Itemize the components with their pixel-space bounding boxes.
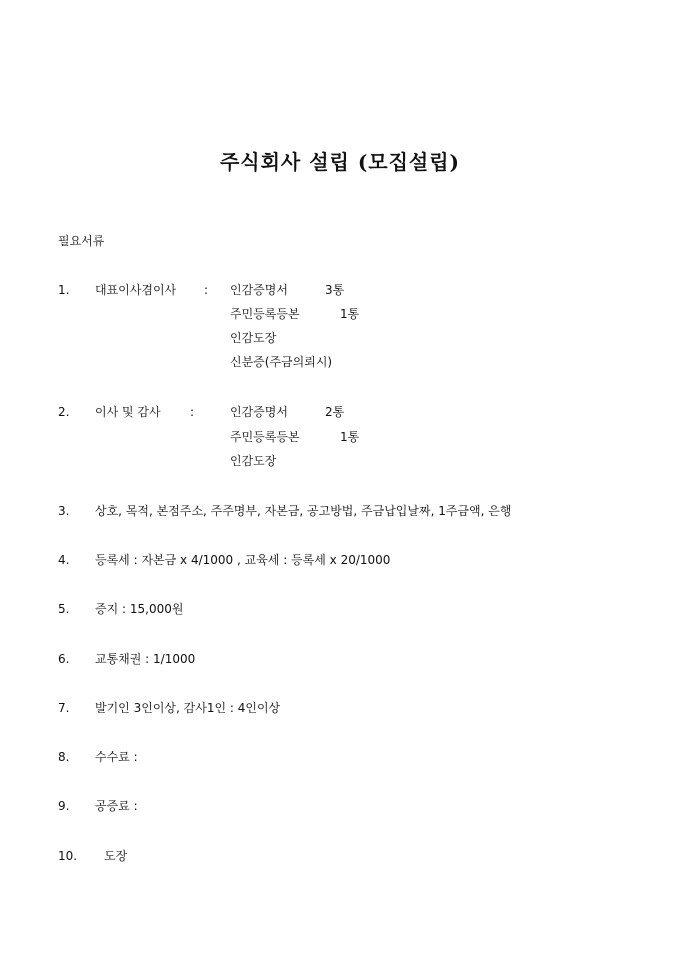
item-text: 등록세 : 자본금 x 4/1000 , 교육세 : 등록세 x 20/1000: [95, 553, 391, 567]
item-text: 상호, 목적, 본점주소, 주주명부, 자본금, 공고방법, 주금납입날짜, 1주금액, 은행: [95, 504, 512, 518]
item-separator: :: [190, 405, 195, 419]
page-title: 주식회사 설립 (모집설립): [219, 150, 461, 174]
item-text: 교통채권 : 1/1000: [95, 652, 196, 666]
item-number: 8.: [58, 750, 70, 764]
item-number: 7.: [58, 701, 70, 715]
item-text: 수수료 :: [95, 750, 138, 764]
doc-name: 주민등록등본: [230, 430, 300, 444]
item-number: 4.: [58, 553, 70, 567]
section-title: 필요서류: [58, 234, 105, 248]
doc-name: 인감증명서: [230, 405, 288, 419]
item-separator: :: [204, 283, 209, 297]
item-number: 9.: [58, 799, 70, 813]
item-text: 증지 : 15,000원: [95, 602, 184, 616]
doc-qty: 1통: [340, 430, 360, 444]
item-number: 1.: [58, 283, 70, 297]
doc-qty: 2통: [325, 405, 345, 419]
item-label: 대표이사겸이사: [95, 283, 177, 297]
doc-name: 인감도장: [230, 331, 277, 345]
doc-name: 주민등록등본: [230, 307, 300, 321]
item-text: 도장: [104, 849, 128, 863]
item-number: 5.: [58, 602, 70, 616]
item-label: 이사 및 감사: [95, 405, 161, 419]
item-text: 발기인 3인이상, 감사1인 : 4인이상: [95, 701, 281, 715]
doc-qty: 1통: [340, 307, 360, 321]
doc-name: 신분증(주금의뢰시): [230, 355, 333, 369]
doc-qty: 3통: [325, 283, 345, 297]
doc-name: 인감증명서: [230, 283, 288, 297]
item-number: 3.: [58, 504, 70, 518]
item-number: 2.: [58, 405, 70, 419]
item-number: 10.: [58, 849, 78, 863]
item-text: 공증료 :: [95, 799, 138, 813]
item-number: 6.: [58, 652, 70, 666]
doc-name: 인감도장: [230, 454, 277, 468]
